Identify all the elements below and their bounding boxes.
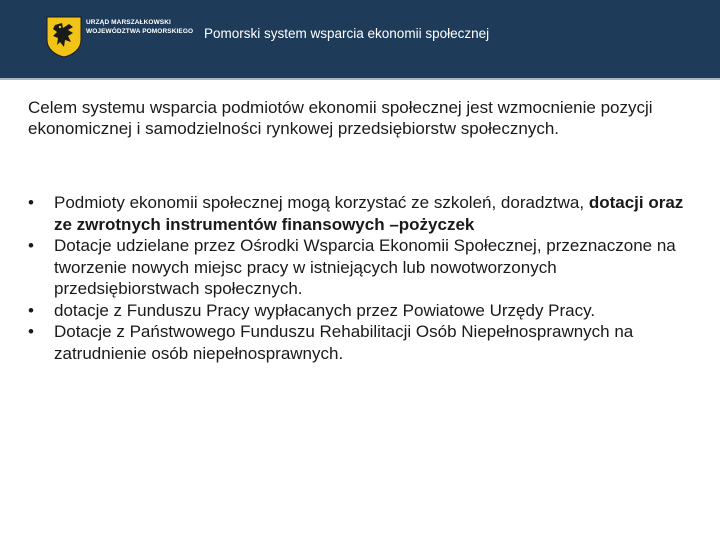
bullet-2-text: Dotacje udzielane przez Ośrodki Wsparcia Ekonomii Społecznej, przeznaczone na tworzenie nowych miejsc pracy w istniejących lub nowotworzonych przedsiębiorstwach społecznych. (54, 236, 676, 298)
bullet-item-2 (28, 235, 704, 300)
bullet-marker: • (28, 322, 34, 341)
bullet-list (28, 192, 704, 364)
bullet-marker: • (28, 236, 34, 255)
bullet-4-text: Dotacje z Państwowego Funduszu Rehabilitacji Osób Niepełnosprawnych na zatrudnienie osób niepełnosprawnych. (54, 322, 634, 363)
bullet-1-bold-text: dotacji oraz ze zwrotnych instrumentów finansowych –pożyczek (54, 193, 684, 234)
bullet-item-3 (28, 300, 704, 322)
office-name-line1: URZĄD MARSZAŁKOWSKI (86, 19, 171, 26)
bullet-3-text: dotacje z Funduszu Pracy wypłacanych przez Powiatowe Urzędy Pracy. (54, 300, 596, 320)
bullet-marker: • (28, 193, 34, 212)
bullet-item-4 (28, 321, 704, 364)
bullet-item-1 (28, 192, 704, 235)
bullet-1-text: Podmioty ekonomii społecznej mogą korzystać ze szkoleń, doradztwa, (54, 193, 589, 212)
intro-paragraph: Celem systemu wsparcia podmiotów ekonomii społecznej jest wzmocnienie pozycji ekonomicznej i samodzielności rynkowej przedsiębiorstw społecznych. (28, 98, 653, 138)
bullet-marker: • (28, 300, 34, 320)
header-bar (0, 0, 720, 80)
office-name-line2: WOJEWÓDZTWA POMORSKIEGO (86, 27, 194, 35)
header-title: Pomorski system wsparcia ekonomii społecznej (204, 26, 490, 41)
griffin-crest-icon (46, 16, 82, 58)
office-name (86, 19, 193, 36)
